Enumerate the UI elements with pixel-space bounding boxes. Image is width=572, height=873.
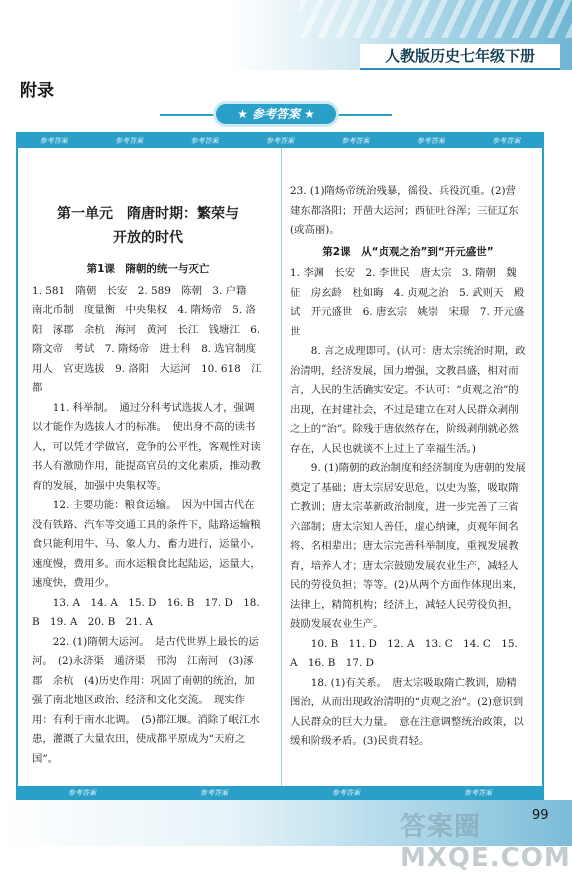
answer-paragraph: 1. 李渊 长安 2. 李世民 唐太宗 3. 隋朝 魏征 房玄龄 杜如晦 4. 贞观之治 5. 武则天 殿试 开元盛世 6. 唐玄宗 姚崇 宋璟 7. 开元盛世 — [290, 267, 525, 338]
unit-title — [32, 202, 264, 250]
watermark: 答案圈 MXQE.COM — [400, 812, 571, 873]
section-banner: ★ 参考答案 ★ — [216, 104, 336, 124]
answer-paragraph: 9. (1)隋朝的政治制度和经济制度为唐朝的发展奠定了基础；唐太宗居安思危，以史为鉴，吸取隋亡教训；唐太宗革新政治制度，进一步完善了三省六部制；唐太宗知人善任，虚心纳谏，贞观年间名将、名相辈出；唐太宗完善科举制度，重视发展教育，培养人才；唐太宗鼓励发展农业生产，减轻人民的劳役负担；等等。(2)从两个方面作体现出来，法律上，精简机构；经济上，减轻人民劳役负担，鼓励发展农业生产。 — [290, 462, 526, 630]
strip-label: 参考答案 — [190, 137, 219, 145]
left-column-content — [32, 260, 267, 769]
answer-paragraph: 10. B 11. D 12. A 13. C 14. C 15. A 16. B 17. D — [290, 637, 518, 669]
column-divider — [281, 148, 282, 796]
strip-label: 参考答案 — [265, 137, 294, 145]
answer-box-top-strip — [16, 134, 544, 148]
lesson-title: 第1课 隋朝的统一与灭亡 — [86, 263, 210, 275]
unit-title-line: 开放的时代 — [113, 230, 183, 246]
answer-paragraph: 8. 言之成理即可。(认可：唐太宗统治时期，政治清明，经济发展，国力增强，文教昌盛，相对而言，人民的生活确实安定。不认可：“贞观之治”的出现，在封建社会，不过是建立在对人民群众剥削之上的“治”。除残于唐依然存在，阶级剥削就必然存在，人民也就谈不上过上了幸福生活。) — [290, 345, 526, 455]
lesson-title: 第2课 从“贞观之治”到“开元盛世” — [322, 245, 494, 258]
unit-title-line: 第一单元 隋唐时期：繁荣与 — [57, 206, 239, 222]
strip-label: 参考答案 — [68, 789, 96, 797]
answer-paragraph: 22. (1)隋朝大运河。 是古代世界上最长的运河。 (2)永济渠 通济渠 邗沟 江南河 (3)涿郡 余杭 (4)历史作用：巩固了南朝的统治，加强了南北地区政治、经济和文化交流。 现实作用：有利于南水北调。 (5)都江堰。消除了岷江水患，灌溉了大量农田，使成都平原成为“天府之国”。 — [32, 635, 260, 765]
answer-paragraph: 1. 581 隋朝 长安 2. 589 陈朝 3. 户籍 南北币制 度量衡 中央集权 4. 隋炀帝 5. 洛阳 涿郡 余杭 海河 黄河 长江 钱塘江 6. 隋文帝 考试 7. 隋炀帝 进士科 8. 选官制度 用人 官吏选拔 9. 洛阳 大运河 10. 618 江都 — [32, 284, 267, 394]
banner-rule-left — [160, 114, 216, 116]
left-column — [32, 150, 267, 769]
appendix-heading: 附录 — [20, 81, 54, 101]
strip-label: 参考答案 — [115, 137, 144, 145]
answer-paragraph: 18. (1)有关系。 唐太宗吸取隋亡教训，励精图治，从而出现政治清明的“贞观之治”。(2)意识到人民群众的巨大力量。 意在注意调整统治政策，以缓和阶级矛盾。(3)民贵君轻。 — [290, 676, 524, 747]
page-number: 99 — [532, 808, 549, 823]
right-column-content — [290, 182, 526, 752]
strip-label: 参考答案 — [464, 789, 492, 797]
book-title: 人教版历史七年级下册 — [360, 44, 560, 70]
strip-label: 参考答案 — [492, 137, 521, 145]
strip-label: 参考答案 — [341, 137, 370, 145]
answer-paragraph: 12. 主要功能：粮食运输。 因为中国古代在没有铁路、汽车等交通工具的条件下，陆路运输粮食只能利用牛、马、象人力、畜力进行，运量小，速度慢，费用多。而水运粮食比起陆运，运量大，速度快，费用少。 — [32, 499, 261, 589]
strip-label: 参考答案 — [200, 789, 228, 797]
answer-box-bottom-strip — [16, 786, 544, 800]
answer-paragraph: 13. A 14. A 15. D 16. B 17. D 18. B 19. A 20. B 21. A — [32, 596, 260, 628]
banner-rule-right — [336, 114, 392, 116]
strip-label: 参考答案 — [416, 137, 445, 145]
right-column — [290, 182, 526, 752]
strip-label: 参考答案 — [39, 137, 68, 145]
answer-paragraph: 11. 科举制。 通过分科考试选拔人才，强调以才能作为选拔人才的标准。 使出身不高的读书人，可以凭才学做官，竞争的公平性，客观性对读书人有激励作用，能提高官员的文化素质，推动教育的发展，加强中央集权等。 — [32, 401, 261, 492]
answer-paragraph: 23. (1)隋炀帝统治残暴，徭役、兵役沉重。(2)营建东都洛阳；开凿大运河；西征吐谷浑；三征辽东(或高丽)。 — [290, 185, 519, 236]
strip-label: 参考答案 — [332, 789, 360, 797]
